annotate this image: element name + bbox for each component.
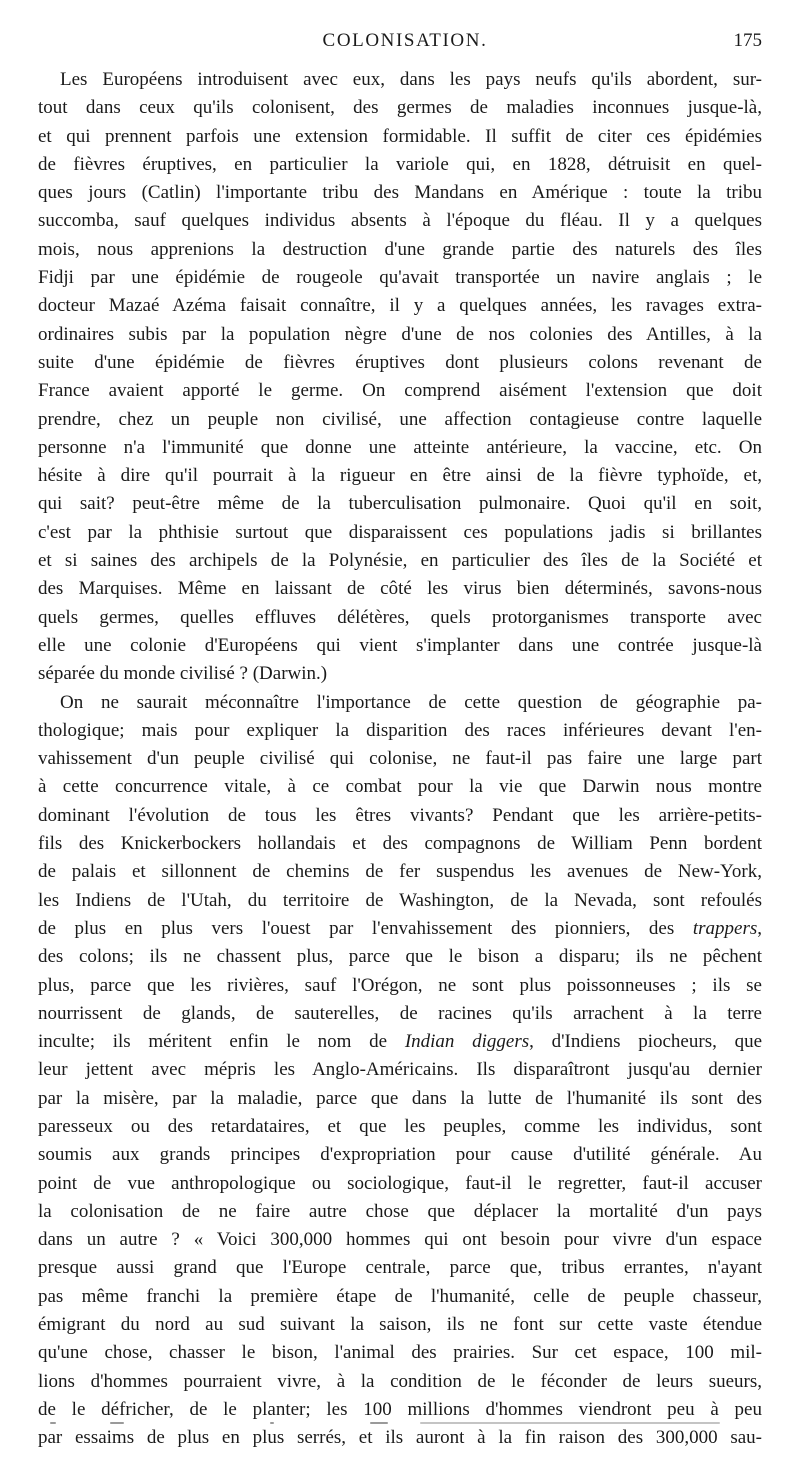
text-line: hésite à dire qu'il pourrait à la rigueur en être ainsi de la fièvre typhoïde, et,	[38, 465, 762, 487]
text-line: qu'une chose, chasser le bison, l'animal des prairies. Sur cet espace, 100 mil-	[38, 1342, 762, 1364]
text-line: quels germes, quelles effluves délétères, quels protorganismes transporte avec	[38, 606, 762, 628]
text-line: mois, nous apprenions la destruction d'une grande partie des naturels des îles	[38, 238, 762, 260]
text-line: point de vue anthropologique ou sociologique, faut-il le regretter, faut-il accuser	[38, 1172, 762, 1194]
page-header	[48, 30, 762, 56]
text-line: docteur Mazaé Azéma faisait connaître, il y a quelques années, les ravages extra-	[38, 295, 762, 317]
text-line: vahissement d'un peuple civilisé qui colonise, ne faut-il pas faire une large part	[38, 748, 762, 770]
text-line: dans un autre ? « Voici 300,000 hommes qui ont besoin pour vivre d'un espace	[38, 1229, 762, 1251]
body-text	[38, 66, 762, 1453]
text-line: qui sait? peut-être même de la tuberculisation pulmonaire. Quoi qu'il en soit,	[38, 493, 762, 515]
text-line: suite d'une épidémie de fièvres éruptives dont plusieurs colons revenant de	[38, 351, 762, 373]
text-line: fils des Knickerbockers hollandais et des compagnons de William Penn bordent	[38, 833, 762, 855]
text-line: de fièvres éruptives, en particulier la variole qui, en 1828, détruisit en quel-	[38, 153, 762, 175]
text-line: lions d'hommes pourraient vivre, à la condition de le féconder de leurs sueurs,	[38, 1370, 762, 1392]
text-line: Fidji par une épidémie de rougeole qu'avait transportée un navire anglais ; le	[38, 267, 762, 289]
text-line: plus, parce que les rivières, sauf l'Orégon, ne sont plus poissonneuses ; ils se	[38, 974, 762, 996]
text-line: la colonisation de ne faire autre chose que déplacer la mortalité d'un pays	[38, 1200, 762, 1222]
text-line: et qui prennent parfois une extension formidable. Il suffit de citer ces épidémies	[38, 125, 762, 147]
text-line: tout dans ceux qu'ils colonisent, des germes de maladies inconnues jusque-là,	[38, 97, 762, 119]
text-line: séparée du monde civilisé ? (Darwin.)	[38, 663, 328, 685]
text-line: France avaient apporté le germe. On comprend aisément l'extension que doit	[38, 380, 762, 402]
text-line: par la misère, par la maladie, parce que dans la lutte de l'humanité ils sont des	[38, 1087, 762, 1109]
text-line: pas même franchi la première étape de l'humanité, celle de peuple chasseur,	[38, 1285, 762, 1307]
text-line: soumis aux grands principes d'expropriation pour cause d'utilité générale. Au	[38, 1144, 762, 1166]
text-line: succomba, sauf quelques individus absents à l'époque du fléau. Il y a quelques	[38, 210, 762, 232]
text-line: presque aussi grand que l'Europe centrale, parce que, tribus errantes, n'ayant	[38, 1257, 762, 1279]
footer-smudge	[40, 1422, 760, 1432]
text-line: par essaims de plus en plus serrés, et ils auront à la fin raison des 300,000 sau-	[38, 1427, 762, 1449]
text-line: de plus en plus vers l'ouest par l'envahissement des pionniers, des trappers,	[38, 917, 762, 939]
text-line: inculte; ils méritent enfin le nom de Indian diggers, d'Indiens piocheurs, que	[38, 1031, 762, 1053]
text-line: personne n'a l'immunité que donne une atteinte antérieure, la vaccine, etc. On	[38, 436, 762, 458]
text-line: des colons; ils ne chassent plus, parce que le bison a disparu; ils ne pêchent	[38, 946, 762, 968]
text-line: elle une colonie d'Européens qui vient s'implanter dans une contrée jusque-là	[38, 634, 762, 656]
text-line: prendre, chez un peuple non civilisé, une affection contagieuse contre laquelle	[38, 408, 762, 430]
text-line: paresseux ou des retardataires, et que les peuples, comme les individus, sont	[38, 1115, 762, 1137]
text-line: On ne saurait méconnaître l'importance de cette question de géographie pa-	[60, 691, 762, 713]
text-line: ques jours (Catlin) l'importante tribu des Mandans en Amérique : toute la tribu	[38, 182, 762, 204]
text-line: de le défricher, de le planter; les 100 millions d'hommes viendront peu à peu	[38, 1398, 762, 1420]
text-line: à cette concurrence vitale, à ce combat pour la vie que Darwin nous montre	[38, 776, 762, 798]
text-line: nourrissent de glands, de sauterelles, de racines qu'ils arrachent à la terre	[38, 1002, 762, 1024]
text-line: les Indiens de l'Utah, du territoire de Washington, de la Nevada, sont refoulés	[38, 889, 762, 911]
text-line: dominant l'évolution de tous les êtres vivants? Pendant que les arrière-petits-	[38, 804, 762, 826]
text-line: leur jettent avec mépris les Anglo-Américains. Ils disparaîtront jusqu'au dernier	[38, 1059, 762, 1081]
text-line: ordinaires subis par la population nègre d'une de nos colonies des Antilles, à la	[38, 323, 762, 345]
text-line: Les Européens introduisent avec eux, dans les pays neufs qu'ils abordent, sur-	[60, 69, 762, 90]
running-head: COLONISATION.	[322, 30, 488, 51]
text-line: de palais et sillonnent de chemins de fer suspendus les avenues de New-York,	[38, 861, 762, 883]
text-line: thologique; mais pour expliquer la disparition des races inférieures devant l'en-	[38, 719, 762, 741]
text-line: c'est par la phthisie surtout que disparaissent ces populations jadis si brillantes	[38, 521, 762, 543]
text-line: des Marquises. Même en laissant de côté les virus bien déterminés, savons-nous	[38, 578, 762, 600]
page-number: 175	[733, 30, 762, 51]
text-line: et si saines des archipels de la Polynésie, en particulier des îles de la Société et	[38, 550, 762, 572]
text-line: émigrant du nord au sud suivant la saison, ils ne font sur cette vaste étendue	[38, 1314, 762, 1336]
